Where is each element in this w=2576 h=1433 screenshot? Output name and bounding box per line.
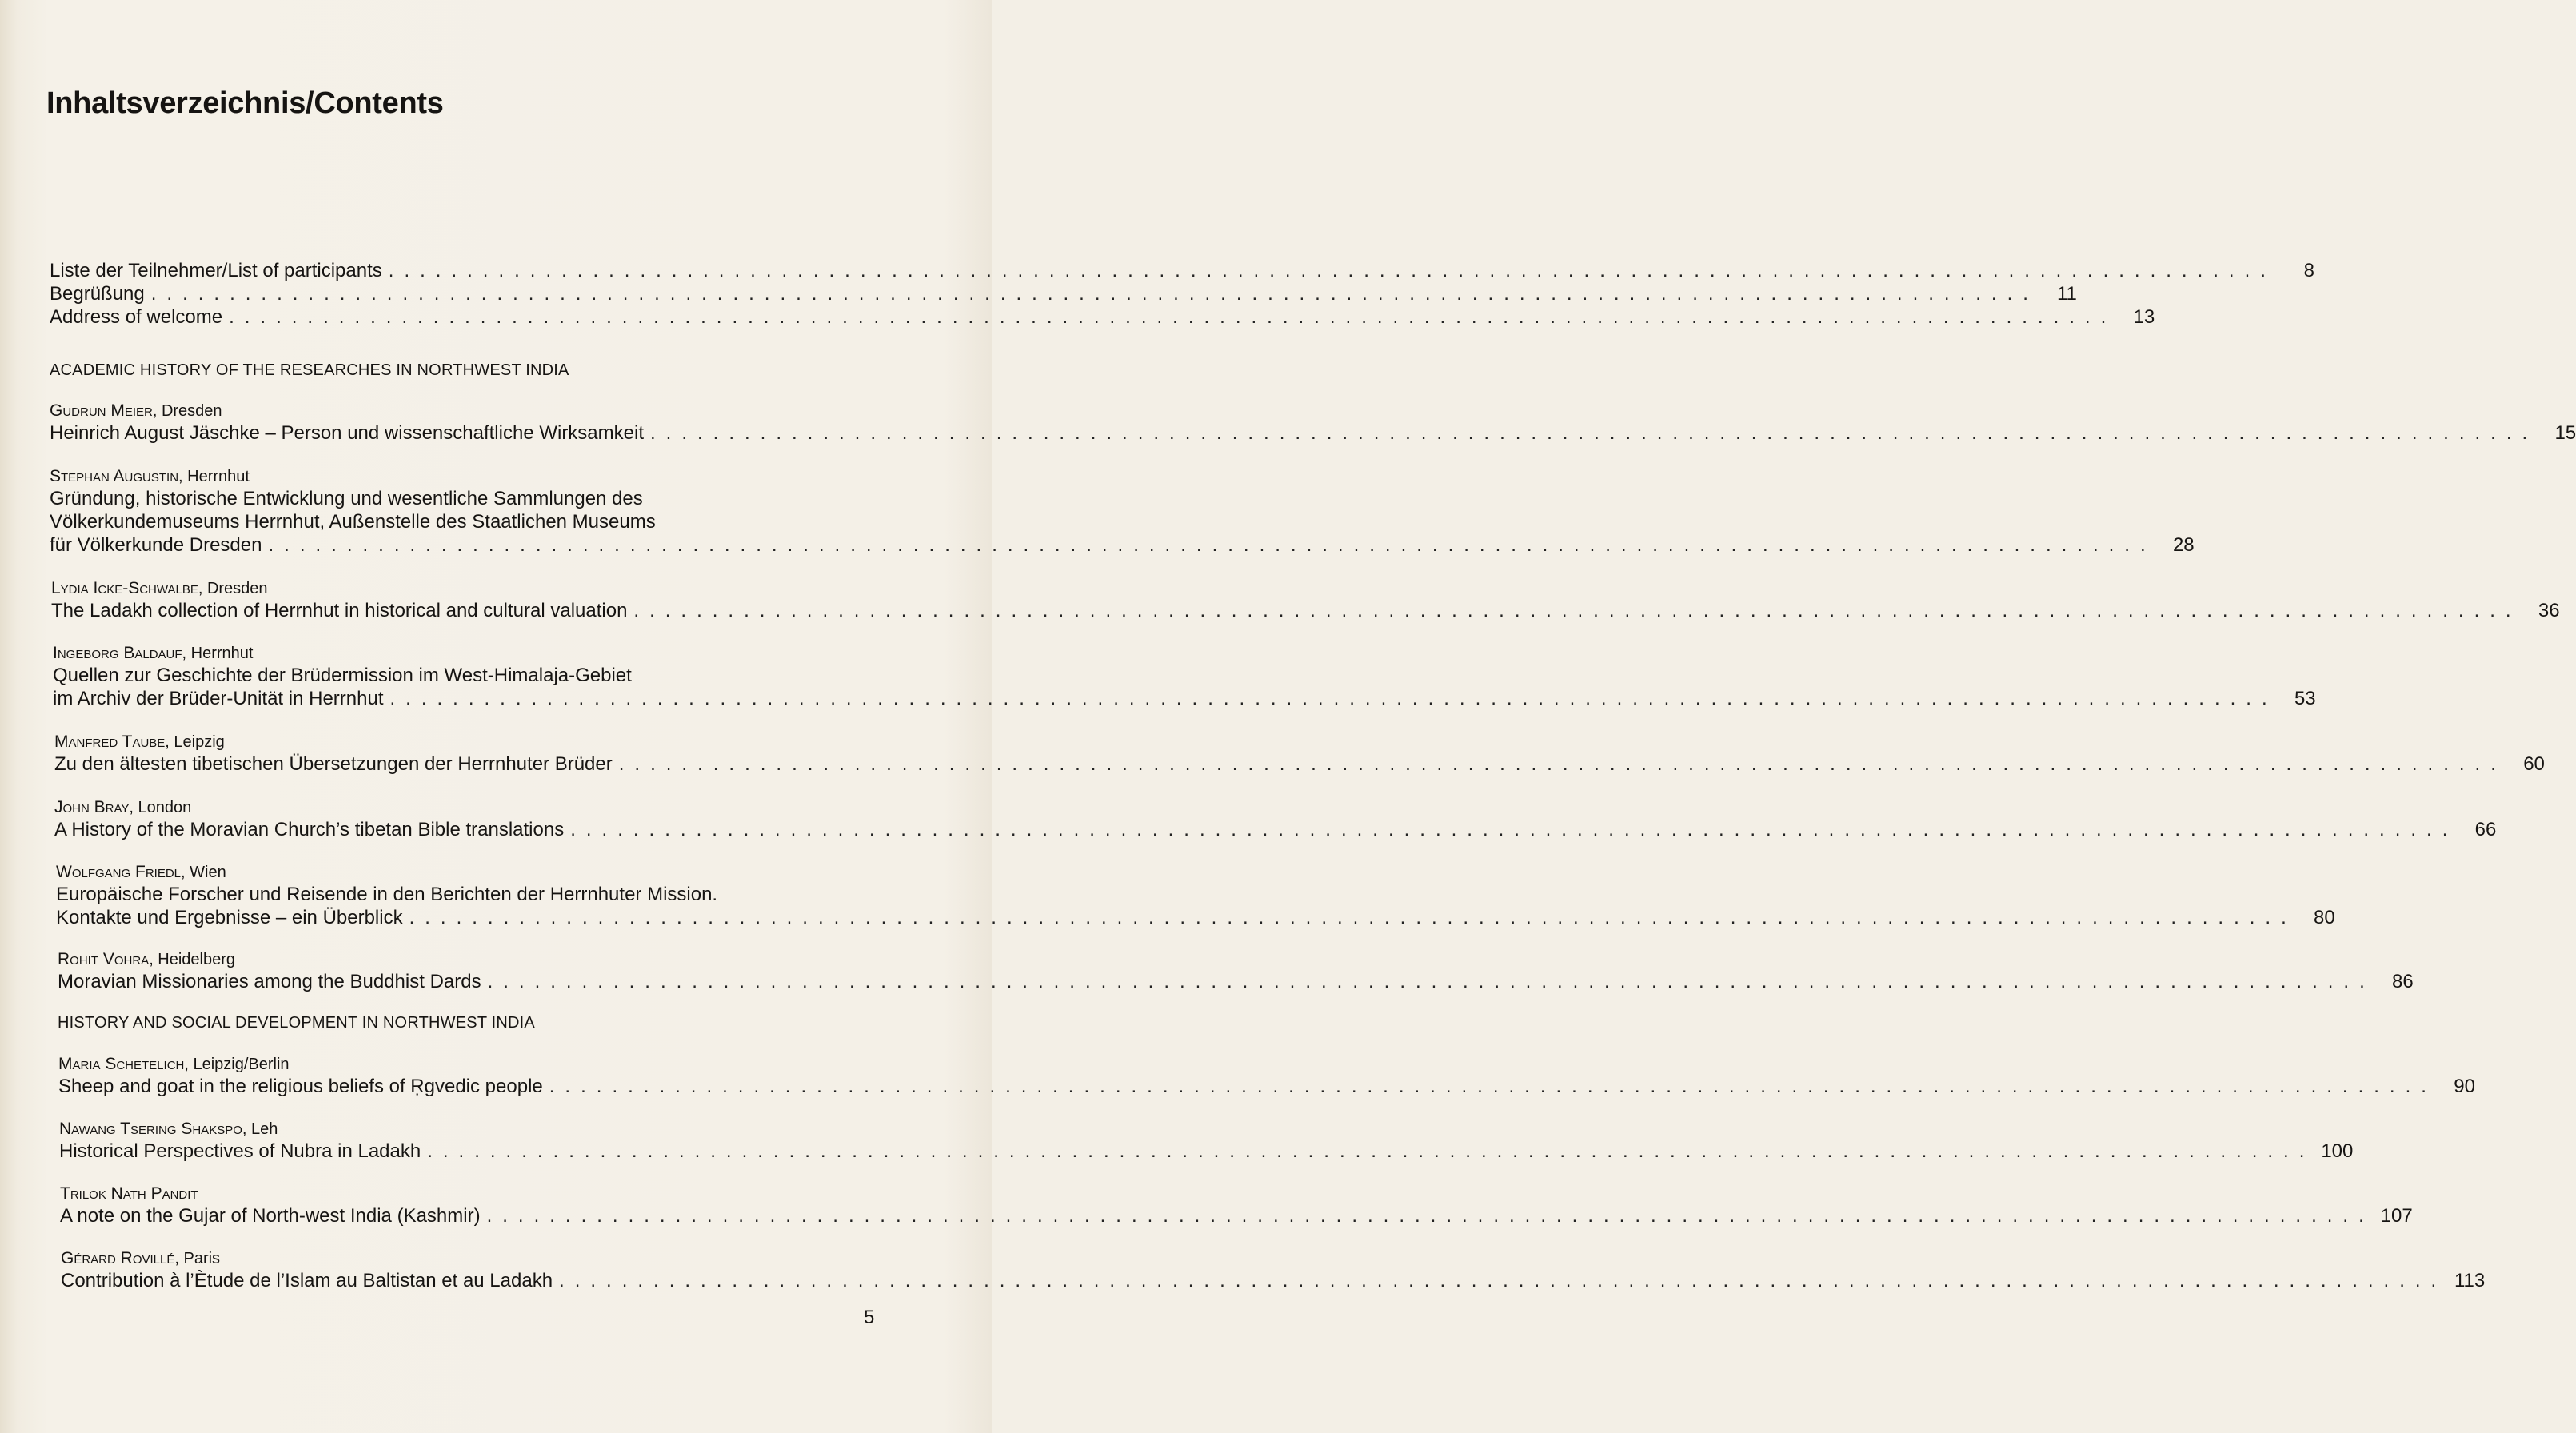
toc-entry-line <box>60 1204 2413 1228</box>
entry-title: Heinrich August Jäschke – Person und wissenschaftliche Wirksamkeit <box>50 422 644 444</box>
entry-page-number: 53 <box>2294 688 2316 709</box>
entry-page-number: 107 <box>2380 1205 2413 1227</box>
dot-leader: ........................................................................................................................ <box>150 283 2039 305</box>
toc-entry-line <box>50 305 2155 329</box>
author-name: Lydia Icke-Schwalbe <box>51 579 198 597</box>
entry-title: Contribution à l’Ètude de l’Islam au Baltistan et au Ladakh <box>61 1270 553 1291</box>
entry-title: A History of the Moravian Church’s tibetan Bible translations <box>54 819 565 840</box>
author-line <box>54 732 225 752</box>
toc-entry-line <box>51 599 2560 623</box>
entry-title-line: Quellen zur Geschichte der Brüdermission im West-Himalaja-Gebiet <box>53 665 632 686</box>
toc-entry-line <box>61 1269 2486 1293</box>
author-name: John Bray <box>54 798 130 816</box>
entry-page-number: 8 <box>2303 260 2314 281</box>
dot-leader: ........................................................................................................................ <box>427 1140 2315 1162</box>
entry-page-number: 113 <box>2454 1270 2486 1291</box>
entry-title: im Archiv der Brüder-Unität in Herrnhut <box>53 688 384 709</box>
entry-page-number: 36 <box>2538 600 2560 621</box>
author-name: Gudrun Meier <box>50 401 153 420</box>
author-line <box>54 797 191 818</box>
dot-leader: ........................................................................................................................ <box>409 907 2297 928</box>
toc-entry-line <box>54 752 2545 776</box>
author-line <box>59 1119 278 1140</box>
toc-entry-line <box>56 906 2335 930</box>
toc-entry-line <box>53 687 2316 711</box>
entry-title: Moravian Missionaries among the Buddhist Dards <box>58 971 481 992</box>
entry-title-line: Gründung, historische Entwicklung und wesentliche Sammlungen des <box>50 488 643 509</box>
entry-title: The Ladakh collection of Herrnhut in historical and cultural valuation <box>51 600 628 621</box>
entry-title: Liste der Teilnehmer/List of participants <box>50 260 382 281</box>
author-place: , London <box>129 799 192 816</box>
author-line <box>53 643 253 664</box>
entry-page-number: 15 <box>2554 422 2576 444</box>
toc-entry-line <box>58 1075 2475 1099</box>
author-place: , Paris <box>174 1250 221 1267</box>
author-line <box>60 1184 198 1204</box>
toc-entry-line <box>59 1140 2354 1164</box>
author-line <box>50 401 222 421</box>
entry-title: A note on the Gujar of North-west India (Kashmir) <box>60 1205 481 1227</box>
entry-title: Address of welcome <box>50 306 223 328</box>
author-name: Ingeborg Baldauf <box>53 644 182 662</box>
entry-title-line: Europäische Forscher und Reisende in den Berichten der Herrnhuter Mission. <box>56 884 718 905</box>
author-place: , Herrnhut <box>178 468 250 485</box>
author-name: Maria Schetelich <box>58 1055 185 1073</box>
entry-title: Zu den ältesten tibetischen Übersetzungen der Herrnhuter Brüder <box>54 753 613 775</box>
entry-page-number: 66 <box>2474 819 2497 840</box>
author-name: Wolfgang Friedl <box>56 863 182 881</box>
toc-entry-line <box>50 533 2195 557</box>
dot-leader: ........................................................................................................................ <box>389 688 2278 709</box>
entry-page-number: 86 <box>2392 971 2414 992</box>
entry-page-number: 100 <box>2321 1140 2354 1162</box>
entry-page-number: 90 <box>2454 1076 2475 1097</box>
dot-leader: ........................................................................................................................ <box>268 534 2156 556</box>
author-place: , Wien <box>181 864 226 881</box>
author-name: Nawang Tsering Shakspo <box>59 1120 242 1138</box>
author-place: , Heidelberg <box>149 951 236 968</box>
entry-title: Historical Perspectives of Nubra in Ladakh <box>59 1140 421 1162</box>
author-place: , Herrnhut <box>182 645 254 662</box>
author-line <box>61 1248 220 1269</box>
toc-entry-line <box>50 282 2077 306</box>
dot-leader: ........................................................................................................................ <box>559 1270 2447 1291</box>
author-place: , Leh <box>242 1120 278 1138</box>
section-heading: HISTORY AND SOCIAL DEVELOPMENT IN NORTHWEST INDIA <box>58 1014 535 1032</box>
author-line <box>56 862 226 883</box>
entry-title: für Völkerkunde Dresden <box>50 534 262 556</box>
page-number: 5 <box>864 1307 875 1328</box>
author-name: Rohit Vohra <box>58 950 150 968</box>
author-place: , Leipzig <box>165 733 225 751</box>
entry-page-number: 11 <box>2056 283 2077 305</box>
author-name: Gérard Rovillé <box>61 1249 175 1267</box>
entry-title-line: Völkerkundemuseums Herrnhut, Außenstelle des Staatlichen Museums <box>50 511 656 533</box>
entry-page-number: 60 <box>2523 753 2545 775</box>
author-name: Manfred Taube <box>54 732 166 751</box>
author-name: Trilok Nath Pandit <box>60 1184 198 1203</box>
entry-title: Sheep and goat in the religious beliefs of Ṛgvedic people <box>58 1076 543 1097</box>
dot-leader: ........................................................................................................................ <box>229 306 2117 328</box>
author-line <box>58 1054 290 1075</box>
entry-page-number: 28 <box>2172 534 2195 556</box>
dot-leader: ........................................................................................................................ <box>650 422 2538 444</box>
author-place: , Dresden <box>152 402 222 420</box>
author-place: , Leipzig/Berlin <box>184 1056 290 1073</box>
toc-entry-line <box>54 818 2497 842</box>
entry-page-number: 13 <box>2133 306 2155 328</box>
author-name: Stephan Augustin <box>50 467 179 485</box>
author-line <box>51 578 268 599</box>
toc-entry-line <box>50 259 2314 283</box>
page-title: Inhaltsverzeichnis/Contents <box>46 86 444 120</box>
entry-page-number: 80 <box>2314 907 2335 928</box>
dot-leader: ........................................................................................................................ <box>618 753 2506 775</box>
dot-leader: ........................................................................................................................ <box>486 1205 2374 1227</box>
toc-entry-line <box>50 421 2576 445</box>
entry-title: Kontakte und Ergebnisse – ein Überblick <box>56 907 403 928</box>
toc-entry-line <box>58 970 2414 994</box>
section-heading: ACADEMIC HISTORY OF THE RESEARCHES IN NORTHWEST INDIA <box>50 361 569 379</box>
dot-leader: ........................................................................................................................ <box>487 971 2375 992</box>
dot-leader: ........................................................................................................................ <box>633 600 2522 621</box>
author-place: , Dresden <box>198 580 268 597</box>
entry-title: Begrüßung <box>50 283 145 305</box>
dot-leader: ........................................................................................................................ <box>388 260 2276 281</box>
dot-leader: ........................................................................................................................ <box>549 1076 2437 1097</box>
dot-leader: ........................................................................................................................ <box>570 819 2458 840</box>
author-line <box>58 949 235 970</box>
author-line <box>50 466 250 487</box>
